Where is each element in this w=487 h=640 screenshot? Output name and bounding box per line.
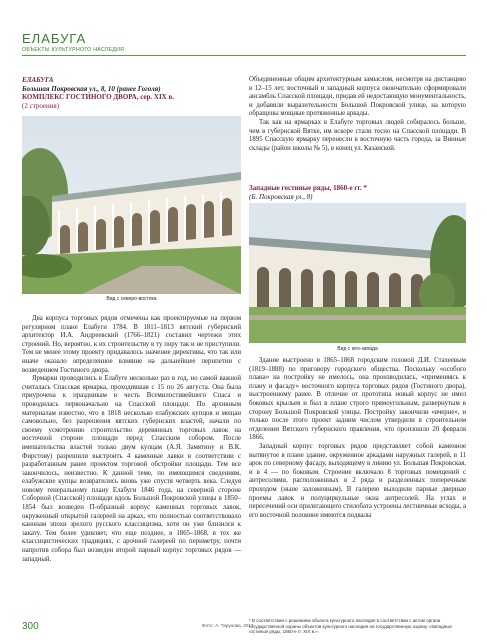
entry-heading — [22, 76, 222, 110]
entry-name: КОМПЛЕКС ГОСТИНОГО ДВОРА, сер. XIX в. — [22, 93, 175, 101]
paragraph: Так как на ярмарках в Елабуге торговых людей собиралось больше, чем в губернской Вятке, им вскоре стали тесно на Спасской площади. В 1895 Спасскую ярмарку перенесли в восточную часть города, за Винные склады (район школы № 5), в конец ул. Казанской. — [249, 118, 466, 152]
paragraph: Ярмарки проводились в Елабуге несколько раз в год, но самой важной считалась Спасская ярмарка, проходившая с 15 по 26 августа. Она была приурочена к праздникам в честь Всемилостивейшего Спаса и проводилась первоначально на Спасской площади. По архивным материалам известно, что в 1818 несколько елабужских купцов и мещан самовольно, без разрешения вятских губернских властей, начали по своему усмотрению строительство деревянных торговых лавок на восточной стороне площади перед Спасским собором. После вмешательства властей только двум купцам (А.Я. Замятину и В.К. Фирстову) разрешили выстроить 4 каменные лавки в соответствии с разработанным ранее проектом торговой обстройки площади. Тем все закончилось, неизвестно. К данной теме, по имеющимся сведениям, елабужские купцы возвратились вновь уже спустя четверть века. Следуя новому генеральному плану Елабуги 1846 года, на северной стороне Соборной (Спасской) площади вдоль Большой Покровской улицы в 1850–1854 был возведен П-образный корпус каменных торговых лавок, окруженный открытой галереей на арках, что полностью соответствовало канонам эпохи зрелого русского классицизма, хотя он уже близился к закату. Тем более удивляет, что еще позднее, в 1865–1868, в тех же классицистических традициях, с арочной галереей по периметру, почти напротив собора был возведен второй парный корпус торговых рядов — западный. — [22, 375, 241, 563]
page-header — [22, 32, 466, 56]
photo-southwest — [249, 203, 466, 343]
subsection-name: Западные гостиные ряды, 1860-е гг. * — [249, 184, 367, 192]
page-number: 300 — [22, 621, 39, 632]
paragraph: Два корпуса торговых рядов отмечены как проектируемые на первом регулярном плане Елабуги 1784. В 1811–1813 вятский губернский архитектор И.А. Андреевский (1766–1821) составил чертежи этих строений. Но, вероятно, к их строительству в ту пору так и не приступили. Тем не менее этому проекту придавалось значение директивы, что так или иначе оказало определенное влияние на дальнейшее перипетии с возведением Гостиного двора. — [22, 315, 241, 374]
right-column-intro — [249, 76, 466, 153]
paragraph: Объединенные общим архитектурным замыслом, несмотря на дистанцию в 12–15 лет, восточный и западный корпуса окончательно сформировали ансамбль Спасской площади, придав ей недостающую монументальность, и добавили выразительности Большой Покровской улице, на которую обращены мощные протяженные аркады. — [249, 76, 466, 118]
photo-credit: Фото: А. Тарунова, 2017 — [202, 623, 254, 628]
entry-place: ЕЛАБУГА — [22, 76, 54, 84]
paragraph: Здание выстроено в 1865–1868 городским головой Д.И. Стахеевым (1819–1888) по приговору городского общества. Поскольку «особого плана» на постройку не имелось, она производилась, «применяясь к плану и фасаду» восточного корпуса торговых рядов (Гостиного двора), выстроенному ранее. В отличие от прототипа новый корпус не имел боковых крыльев и был в плане строго прямоугольным, развернутым в сторону Большой Покровской улицы. Постройку закончили «вчерне», и только после этого проект задним числом утвердили в строительном отделении Вятского губернского правления, что произошло 20 февраля 1866. — [249, 357, 466, 442]
photo-northeast-caption: Вид с северо-востока — [106, 296, 157, 302]
header-divider — [22, 55, 466, 56]
footnote: * В соответствии с решением объекта культурного наследия в соответствии с актом органа государственной охраны объектов культурного наследия на государственную охрану «Западные гостиные ряды, 1860-е гг. XIX в.». — [249, 618, 452, 635]
photo-southwest-caption: Вид с юго-запада — [337, 346, 378, 352]
photo-northeast — [22, 116, 241, 294]
subsection-address: (Б. Покровская ул., 8) — [249, 192, 313, 201]
subsection-heading — [249, 184, 466, 201]
right-column-text — [249, 357, 466, 520]
left-column-text — [22, 315, 241, 564]
section-subtitle: ОБЪЕКТЫ КУЛЬТУРНОГО НАСЛЕДИЯ — [22, 47, 125, 53]
section-title: ЕЛАБУГА — [22, 31, 87, 46]
entry-address: Большая Покровская ул., 8, 10 (ранее Гоголя) — [22, 84, 161, 93]
paragraph: Западный корпус торговых рядов представляет собой каменное вытянутое в плане здание, окруженное аркадами наружных галерей, в 11 арок по северному фасаду, выходящему в линию ул. Большая Покровская, и в 4 — по боковым. Строение включало 8 торговых помещений с антресолями, расположенных в 2 ряда и разделенных поперечным проходом (ныне заложенным). В галерею выходили парные дверные проемы лавок и полуциркульные окна антресолей. На углах и пересечений оси прилегающего стилобата устроены лестничные всходы, а его восточной половине имеются подвалы — [249, 442, 466, 519]
entry-note: (2 строения) — [22, 101, 60, 110]
